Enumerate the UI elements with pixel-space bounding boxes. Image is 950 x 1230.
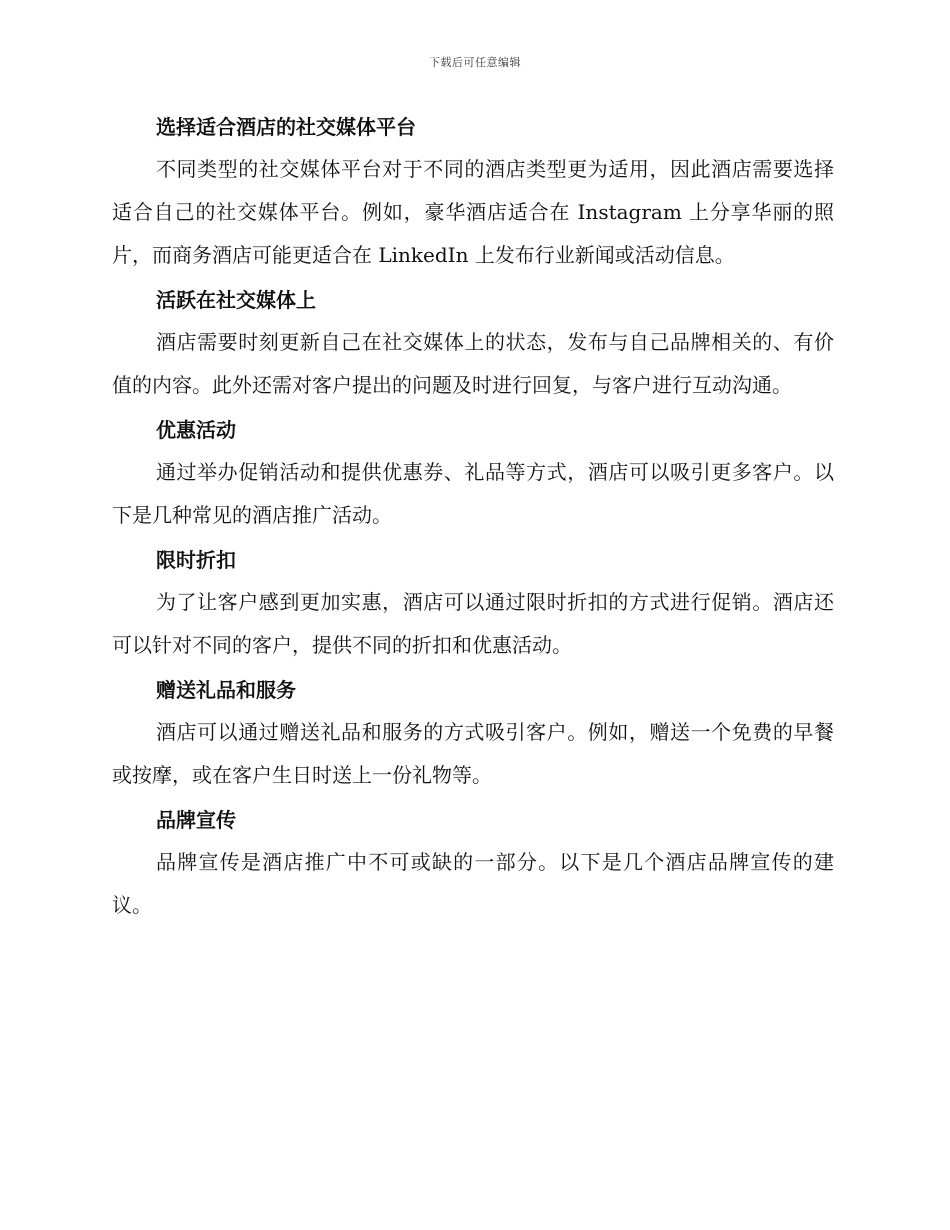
section-paragraph: 酒店需要时刻更新自己在社交媒体上的状态，发布与自己品牌相关的、有价值的内容。此外还需对客户提出的问题及时进行回复，与客户进行互动沟通。 — [112, 330, 834, 397]
section-active-social — [112, 283, 834, 407]
section-heading: 选择适合酒店的社交媒体平台 — [156, 115, 416, 139]
section-paragraph: 通过举办促销活动和提供优惠券、礼品等方式，酒店可以吸引更多客户。以下是几种常见的酒店推广活动。 — [112, 460, 834, 527]
section-heading: 品牌宣传 — [156, 808, 236, 832]
section-brand-promotion — [112, 803, 834, 927]
document-body — [112, 110, 834, 933]
section-paragraph: 不同类型的社交媒体平台对于不同的酒店类型更为适用，因此酒店需要选择适合自己的社交媒体平台。例如，豪华酒店适合在 Instagram 上分享华丽的照片，而商务酒店可能更适合在 LinkedIn 上发布行业新闻或活动信息。 — [112, 157, 834, 267]
section-paragraph: 品牌宣传是酒店推广中不可或缺的一部分。以下是几个酒店品牌宣传的建议。 — [112, 850, 834, 917]
section-heading: 赠送礼品和服务 — [156, 678, 296, 702]
section-paragraph: 为了让客户感到更加实惠，酒店可以通过限时折扣的方式进行促销。酒店还可以针对不同的客户，提供不同的折扣和优惠活动。 — [112, 590, 834, 657]
section-social-platform — [112, 110, 834, 277]
page-header: 下载后可任意编辑 — [429, 56, 521, 69]
section-heading: 活跃在社交媒体上 — [156, 288, 316, 312]
section-limited-discount — [112, 543, 834, 667]
section-heading: 限时折扣 — [156, 548, 236, 572]
section-promotions — [112, 413, 834, 537]
section-paragraph: 酒店可以通过赠送礼品和服务的方式吸引客户。例如，赠送一个免费的早餐或按摩，或在客户生日时送上一份礼物等。 — [112, 720, 834, 787]
section-gifts-services — [112, 673, 834, 797]
section-heading: 优惠活动 — [156, 418, 236, 442]
